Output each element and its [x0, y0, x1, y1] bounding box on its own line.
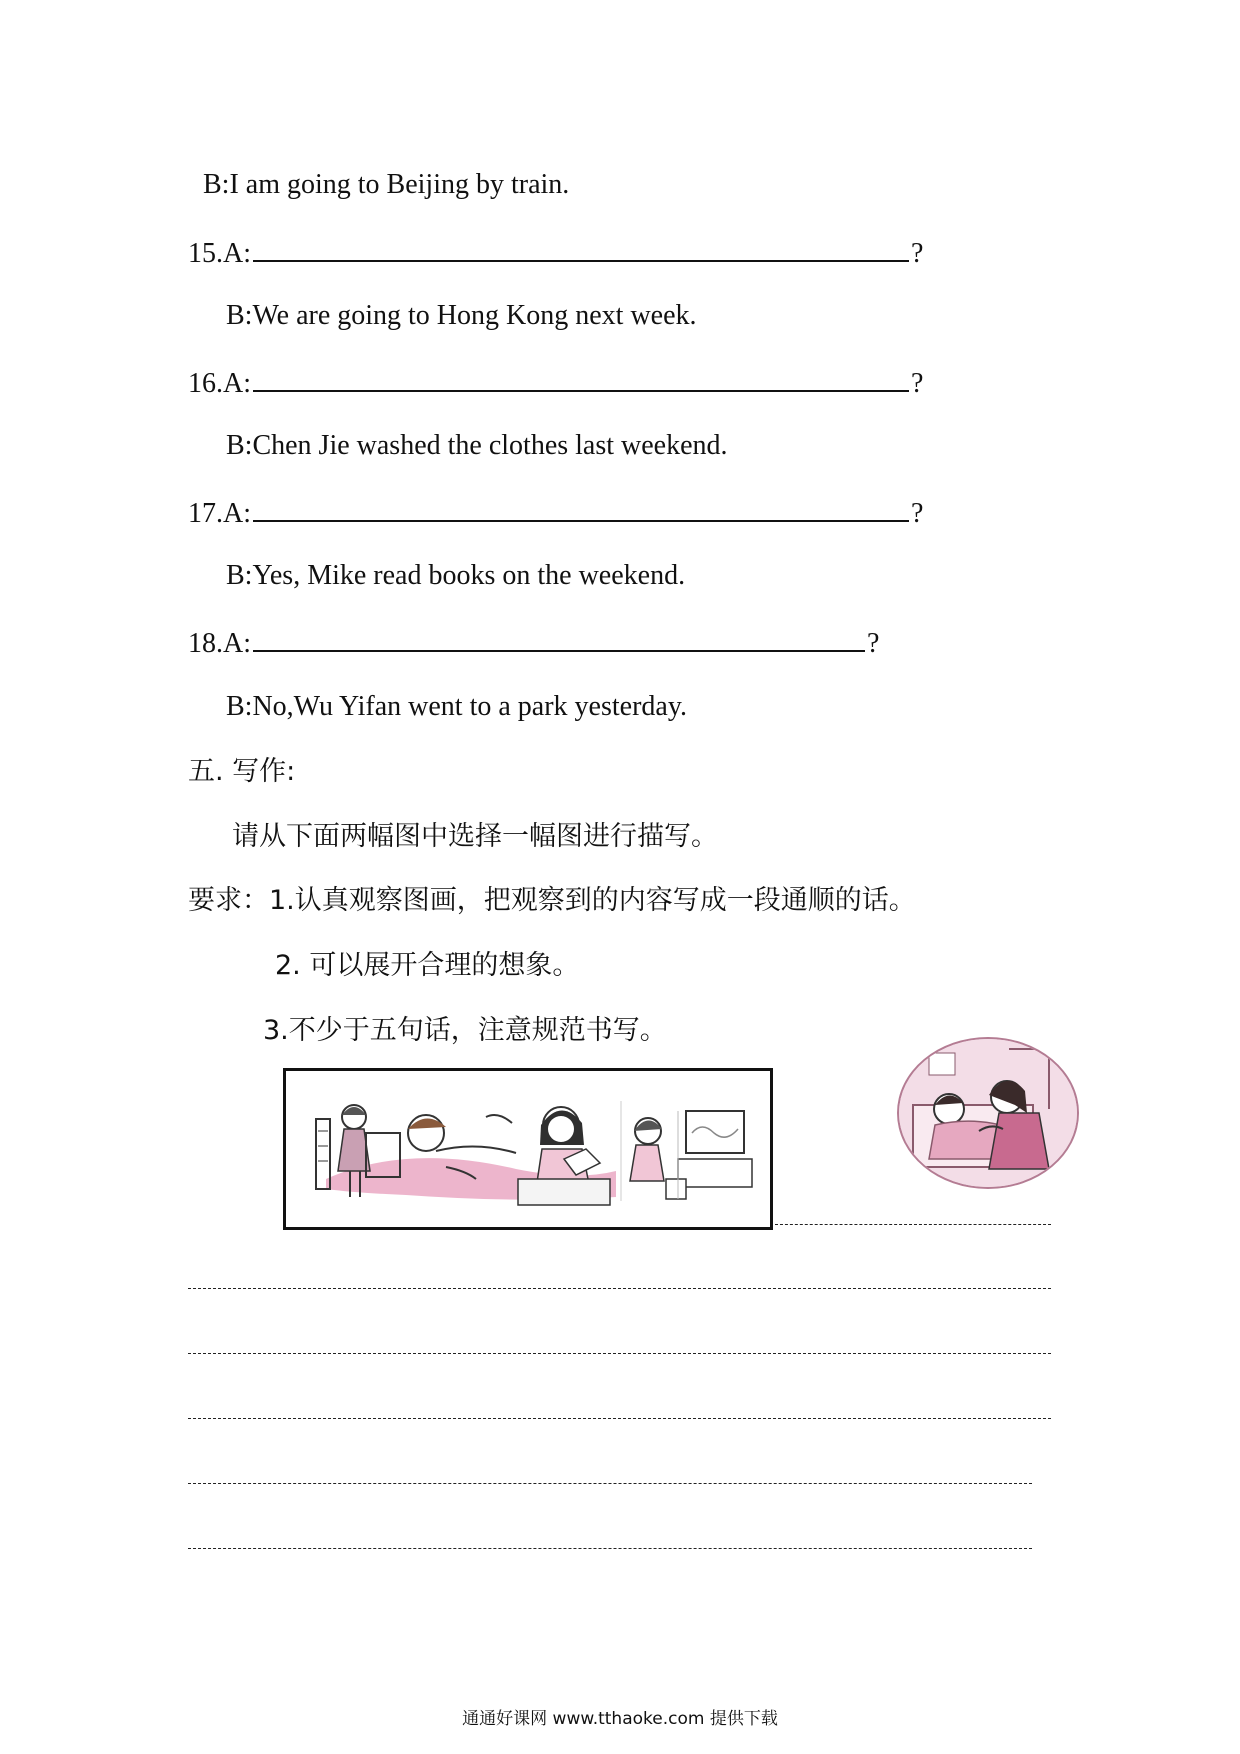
answer-blank-15[interactable]	[253, 234, 909, 262]
answer-16: B:Chen Jie washed the clothes last weekend.	[226, 430, 728, 461]
writing-line-5[interactable]	[188, 1483, 1032, 1484]
writing-instruction: 请从下面两幅图中选择一幅图进行描写。	[232, 821, 718, 852]
question-17	[188, 494, 923, 531]
writing-line-1[interactable]	[775, 1224, 1051, 1225]
answer-15: B:We are going to Hong Kong next week.	[226, 300, 697, 331]
question-18-label: 18.A:	[188, 628, 251, 659]
question-16-label: 16.A:	[188, 368, 251, 399]
mother-child-illustration	[899, 1039, 1077, 1187]
question-18	[188, 624, 879, 661]
question-15-mark: ?	[911, 238, 924, 269]
answer-14: B:I am going to Beijing by train.	[203, 169, 570, 200]
question-16-mark: ?	[911, 368, 924, 399]
writing-heading: 五. 写作:	[188, 756, 296, 787]
page-footer: 通通好课网 www.tthaoke.com 提供下载	[462, 1709, 778, 1729]
question-15	[188, 234, 923, 271]
question-18-mark: ?	[867, 628, 880, 659]
question-17-label: 17.A:	[188, 498, 251, 529]
writing-line-2[interactable]	[188, 1288, 1051, 1289]
question-17-mark: ?	[911, 498, 924, 529]
answer-blank-18[interactable]	[253, 624, 865, 652]
writing-requirement-3: 3.不少于五句话，注意规范书写。	[263, 1015, 667, 1046]
answer-blank-17[interactable]	[253, 494, 909, 522]
question-15-label: 15.A:	[188, 238, 251, 269]
picture-option-1[interactable]	[283, 1068, 773, 1230]
writing-line-4[interactable]	[188, 1418, 1051, 1419]
writing-line-3[interactable]	[188, 1353, 1051, 1354]
answer-17: B:Yes, Mike read books on the weekend.	[226, 560, 686, 591]
picture-strip-illustration	[286, 1071, 770, 1227]
writing-requirement-2: 2. 可以展开合理的想象。	[275, 950, 580, 981]
writing-requirement-1: 要求：1.认真观察图画，把观察到的内容写成一段通顺的话。	[188, 885, 916, 916]
writing-line-6[interactable]	[188, 1548, 1032, 1549]
picture-option-2[interactable]	[897, 1037, 1079, 1189]
question-16	[188, 364, 923, 401]
answer-blank-16[interactable]	[253, 364, 909, 392]
answer-18: B:No,Wu Yifan went to a park yesterday.	[226, 691, 688, 722]
